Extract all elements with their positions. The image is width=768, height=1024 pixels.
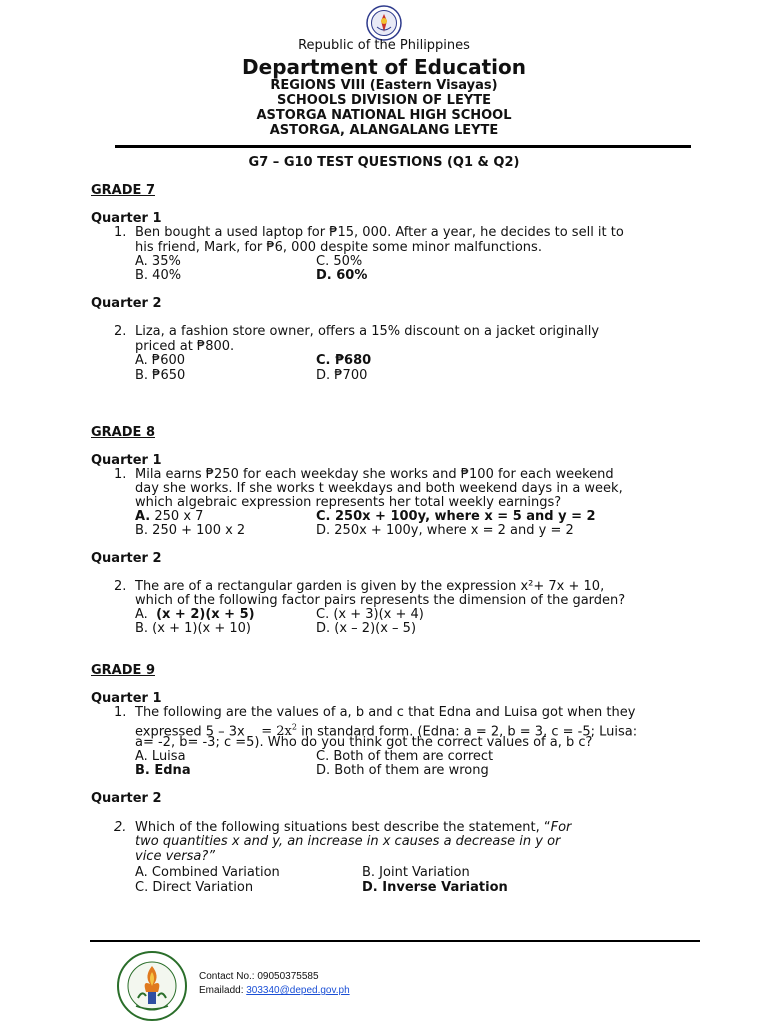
question-text: Which of the following situations best describe the statement, “For xyxy=(135,820,572,835)
choice-b: B. Joint Variation xyxy=(362,865,470,880)
question-text: Mila earns ₱250 for each weekday she works and ₱100 for each weekend xyxy=(135,467,614,482)
deped-seal-icon xyxy=(366,5,402,41)
question-text: his friend, Mark, for ₱6, 000 despite some minor malfunctions. xyxy=(135,240,542,255)
choice-d: D. ₱700 xyxy=(316,368,368,383)
choice-b: B. 40% xyxy=(135,268,182,283)
email-label: Emailadd: xyxy=(199,985,247,996)
choice-c: C. 50% xyxy=(316,254,363,269)
choice-d-answer: D. Inverse Variation xyxy=(362,880,508,895)
question-number: 1. xyxy=(114,225,127,240)
g8-quarter-1-label: Quarter 1 xyxy=(91,453,162,468)
choice-c: C. Direct Variation xyxy=(135,880,254,895)
question-number: 2. xyxy=(114,820,127,835)
grade-8-heading: GRADE 8 xyxy=(91,425,155,440)
header-divider xyxy=(115,145,691,148)
question-text: vice versa?” xyxy=(135,849,215,864)
question-number: 2. xyxy=(114,579,127,594)
g9-quarter-2-label: Quarter 2 xyxy=(91,791,162,806)
g7-quarter-1-label: Quarter 1 xyxy=(91,211,162,226)
question-text: Ben bought a used laptop for ₱15, 000. After a year, he decides to sell it to xyxy=(135,225,624,240)
choice-c: C. (x + 3)(x + 4) xyxy=(316,607,424,622)
choice-a-answer: (x + 2)(x + 5) xyxy=(156,607,255,622)
department-title: Department of Education xyxy=(242,55,526,79)
school-logo-icon xyxy=(116,950,188,1022)
email-link[interactable]: 303340@deped.gov.ph xyxy=(246,985,350,996)
question-text: The are of a rectangular garden is given by the expression x²+ 7x + 10, xyxy=(135,579,605,594)
choice-b: B. (x + 1)(x + 10) xyxy=(135,621,251,636)
region-label: REGIONS VIII (Eastern Visayas) xyxy=(270,78,498,93)
choice-a: A. ₱600 xyxy=(135,353,186,368)
address-label: ASTORGA, ALANGALANG LEYTE xyxy=(269,123,499,138)
question-text: a= -2, b= -3; c =5). Who do you think got the correct values of a, b c? xyxy=(135,735,593,750)
question-text: two quantities x and y, an increase in x causes a decrease in y or xyxy=(135,834,561,849)
footer-divider xyxy=(90,940,700,942)
contact-number: Contact No.: 09050375585 xyxy=(199,971,319,982)
equation-right: = $2x^2$ xyxy=(261,723,297,740)
choice-d: D. Both of them are wrong xyxy=(316,763,489,778)
choice-d: D. 250x + 100y, where x = 2 and y = 2 xyxy=(316,523,574,538)
choice-b-answer: B. Edna xyxy=(135,763,191,778)
choice-d: D. (x – 2)(x – 5) xyxy=(316,621,417,636)
equation-rest: in standard form. (Edna: a = 2, b = 3, c = -5; Luisa: xyxy=(301,724,638,740)
choice-a: A. Combined Variation xyxy=(135,865,280,880)
school-label: ASTORGA NATIONAL HIGH SCHOOL xyxy=(256,108,512,123)
choice-b: B. ₱650 xyxy=(135,368,186,383)
email-line xyxy=(199,985,350,996)
choice-a-text: 250 x 7 xyxy=(150,509,204,524)
choice-c-answer: C. ₱680 xyxy=(316,353,372,368)
question-text: Liza, a fashion store owner, offers a 15% discount on a jacket originally xyxy=(135,324,600,339)
republic-label: Republic of the Philippines xyxy=(298,38,470,53)
choice-a: A. 35% xyxy=(135,254,181,269)
question-number: 1. xyxy=(114,705,127,720)
g9-quarter-1-label: Quarter 1 xyxy=(91,691,162,706)
question-number: 2. xyxy=(114,324,127,339)
question-text: which of the following factor pairs represents the dimension of the garden? xyxy=(135,593,626,608)
choice-c-answer: C. 250x + 100y, where x = 5 and y = 2 xyxy=(316,509,596,524)
choice-a-letter: A. xyxy=(135,509,151,524)
question-number: 1. xyxy=(114,467,127,482)
grade-9-heading: GRADE 9 xyxy=(91,663,155,678)
choice-a: A. Luisa xyxy=(135,749,186,764)
equation-left: expressed 5 – 3x xyxy=(135,724,245,740)
choice-d-answer: D. 60% xyxy=(316,268,368,283)
question-text: which algebraic expression represents her total weekly earnings? xyxy=(135,495,562,510)
choice-a-letter: A. xyxy=(135,607,148,622)
question-text: priced at ₱800. xyxy=(135,339,235,354)
g8-quarter-2-label: Quarter 2 xyxy=(91,551,162,566)
g7-quarter-2-label: Quarter 2 xyxy=(91,296,162,311)
question-text: The following are the values of a, b and c that Edna and Luisa got when they xyxy=(135,705,636,720)
grade-7-heading: GRADE 7 xyxy=(91,183,155,198)
document-title: G7 – G10 TEST QUESTIONS (Q1 & Q2) xyxy=(248,155,520,170)
question-text: day she works. If she works t weekdays and both weekend days in a week, xyxy=(135,481,623,496)
division-label: SCHOOLS DIVISION OF LEYTE xyxy=(276,93,492,108)
choice-b: B. 250 + 100 x 2 xyxy=(135,523,246,538)
choice-c: C. Both of them are correct xyxy=(316,749,494,764)
